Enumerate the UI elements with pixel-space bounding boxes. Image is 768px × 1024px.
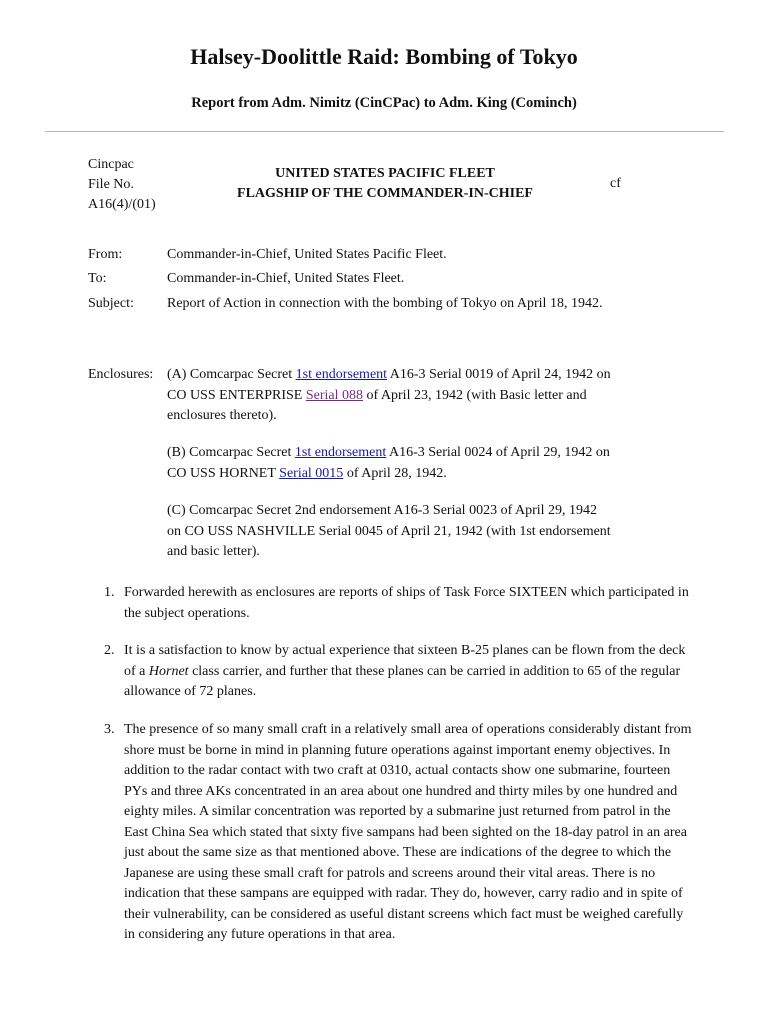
enclosure-a: [167, 365, 612, 427]
cf-mark: cf: [610, 176, 621, 191]
paragraph-3-text: The presence of so many small craft in a relatively small area of operations considerably distant from shore must be borne in mind in planning future operations against important enemy objectives. In addition to the radar contact with two craft at 0310, actual contacts show one submarine, fourteen PYs and three AKs concentrated in an area about one hundred and thirty miles by one hundred and eighty miles. A similar concentration was reported by a submarine just returned from patrol in the East China Sea which stated that sixty five sampans had been sighted on the 18-day patrol in an area just about the same size as that mentioned above. These are indications of the degree to which the Japanese are using these small craft for patrols and screens around their vital areas. There is no indication that these sampans are equipped with radar. They do, however, carry radio and in spite of their vulnerability, can be considered as useful distant screens which fact must be weighed carefully in considering any future operations in that area.: [124, 722, 692, 942]
paragraph-1-text: Forwarded herewith as enclosures are reports of ships of Task Force SIXTEEN which participated in the subject operations.: [124, 585, 689, 621]
horizontal-divider: [45, 131, 724, 132]
fleet-heading-line-2: FLAGSHIP OF THE COMMANDER-IN-CHIEF: [237, 186, 533, 201]
enclosure-a-prefix: (A) Comcarpac Secret: [167, 367, 296, 382]
enclosure-c: (C) Comcarpac Secret 2nd endorsement A16-3 Serial 0023 of April 29, 1942 on CO USS NASHVILLE Serial 0045 of April 21, 1942 (with 1st endorsement and basic letter).: [167, 503, 611, 559]
enclosure-b: [167, 443, 612, 484]
page-title: Halsey-Doolittle Raid: Bombing of Tokyo: [190, 44, 578, 69]
to-value: Commander-in-Chief, United States Fleet.: [167, 271, 405, 286]
file-line-2: File No.: [88, 177, 134, 192]
file-number-block: [88, 155, 156, 215]
subject-label: Subject:: [88, 296, 134, 311]
enclosure-a-endorsement-link[interactable]: 1st endorsement: [295, 367, 388, 382]
paragraph-3: [104, 720, 694, 946]
enclosures-label: Enclosures:: [88, 367, 154, 382]
file-line-1: Cincpac: [88, 157, 134, 172]
enclosure-b-middle: A16-3 Serial 0024 of April 29, 1942 on CO USS HORNET: [167, 445, 610, 481]
paragraph-2-emphasis: Hornet: [148, 663, 189, 679]
enclosure-b-endorsement-link[interactable]: 1st endorsement: [294, 445, 387, 460]
enclosure-b-serial-link[interactable]: Serial 0015: [279, 465, 344, 481]
enclosure-b-suffix: of April 28, 1942.: [343, 465, 447, 481]
enclosure-b-prefix: (B) Comcarpac Secret: [167, 445, 295, 460]
paragraph-2-text: [124, 641, 694, 703]
paragraph-2-text-after: class carrier, and further that these planes can be carried in addition to 65 of the regular allowance of 72 planes.: [124, 663, 681, 699]
enclosure-a-suffix: of April 23, 1942 (with Basic letter and enclosures thereto).: [167, 387, 587, 423]
from-value: Commander-in-Chief, United States Pacific Fleet.: [167, 247, 447, 262]
fleet-heading-line-1: UNITED STATES PACIFIC FLEET: [275, 166, 495, 181]
paragraph-1-number: 1.: [104, 585, 115, 600]
from-label: From:: [88, 247, 123, 262]
file-line-3: A16(4)/(01): [88, 197, 156, 212]
paragraph-2-text-before: It is a satisfaction to know by actual experience that sixteen B-25 planes can be flown from the deck of a: [124, 643, 686, 679]
paragraph-1: [104, 583, 694, 624]
enclosure-a-serial-link[interactable]: Serial 088: [305, 387, 364, 403]
fleet-heading: [200, 164, 570, 204]
to-label: To:: [88, 271, 107, 286]
page-subtitle: Report from Adm. Nimitz (CinCPac) to Adm. King (Cominch): [191, 95, 577, 111]
paragraph-2-number: 2.: [104, 643, 115, 658]
paragraph-3-number: 3.: [104, 722, 115, 737]
enclosure-a-middle: A16-3 Serial 0019 of April 24, 1942 on CO USS ENTERPRISE: [167, 367, 611, 403]
paragraph-2: [104, 641, 694, 703]
subject-value: Report of Action in connection with the bombing of Tokyo on April 18, 1942.: [167, 296, 603, 311]
